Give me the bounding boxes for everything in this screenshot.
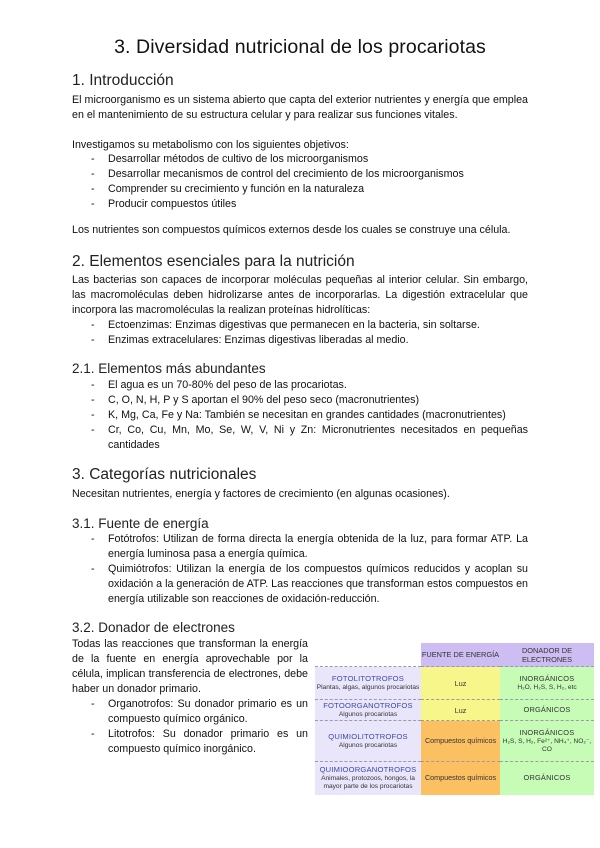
enzymes-list — [72, 318, 528, 348]
dash-bullet: - — [91, 533, 95, 545]
table-header-row — [315, 643, 594, 667]
organism-name: QUIMIOLITOTROFOS — [328, 732, 408, 741]
nutritional-categories-table — [315, 643, 594, 795]
heading-donador-electrones: 3.2. Donador de electrones — [72, 620, 235, 635]
donor-examples: H₂S, S, H₂, Fe²⁺, NH₄⁺, NO₂⁻, CO — [502, 737, 592, 753]
intro-paragraph: El microorganismo es un sistema abierto que capta del exterior nutrientes y energía que emplea en el mantenimiento de su estructura celular y para realizar sus funciones vitales. — [72, 94, 528, 121]
energy-source-cell: Compuestos químicos — [421, 762, 500, 795]
organism-cell — [315, 667, 421, 700]
heading-elementos-esenciales: 2. Elementos esenciales para la nutrición — [72, 253, 355, 270]
list-item: - Organotrofos: Su donador primario es un compuesto químico orgánico. — [91, 698, 308, 725]
electron-donor-cell — [500, 762, 594, 795]
donor-type: INORGÁNICOS — [519, 727, 575, 737]
list-item: - Desarrollar mecanismos de control del crecimiento de los microorganismos — [91, 168, 464, 180]
energy-source-cell: Compuestos químicos — [421, 721, 500, 762]
donor-type: ORGÁNICOS — [523, 773, 571, 783]
list-item: - Fotótrofos: Utilizan de forma directa la energía obtenida de la luz, para formar ATP. La energía luminosa pasa a energía química. — [91, 533, 528, 560]
list-item: - Cr, Co, Cu, Mn, Mo, Se, W, V, Ni y Zn: Micronutrientes necesitados en pequeñas cantidades — [91, 424, 528, 451]
header-fuente-energia: FUENTE DE ENERGÍA — [421, 643, 500, 667]
table-row — [315, 700, 594, 721]
list-item: - El agua es un 70-80% del peso de las procariotas. — [91, 379, 347, 391]
donor-type: INORGÁNICOS — [519, 673, 575, 683]
energy-source-cell: Luz — [421, 667, 500, 700]
electron-donor-cell — [500, 667, 594, 700]
dash-bullet: - — [91, 198, 95, 210]
energy-source-cell: Luz — [421, 700, 500, 721]
header-donador-electrones: DONADOR DE ELECTRONES — [500, 643, 594, 667]
dash-bullet: - — [91, 168, 95, 180]
organism-name: FOTOLITOTROFOS — [331, 674, 405, 683]
organism-cell — [315, 721, 421, 762]
organism-cell — [315, 762, 421, 795]
table-row — [315, 721, 594, 762]
organism-cell — [315, 700, 421, 721]
page-title: 3. Diversidad nutricional de los procariotas — [114, 36, 486, 58]
nutrients-definition: Los nutrientes son compuestos químicos externos desde los cuales se construye una célula. — [72, 224, 511, 236]
dash-bullet: - — [91, 379, 95, 391]
list-item: - Desarrollar métodos de cultivo de los microorganismos — [91, 153, 369, 165]
list-item: - Producir compuestos útiles — [91, 198, 237, 210]
heading-categorias-nutricionales: 3. Categorías nutricionales — [72, 466, 257, 483]
list-item: - Ectoenzimas: Enzimas digestivas que permanecen en la bacteria, sin soltarse. — [91, 319, 480, 331]
dash-bullet: - — [91, 563, 95, 575]
table-row — [315, 667, 594, 700]
electron-donor-cell — [500, 721, 594, 762]
list-item: - C, O, N, H, P y S aportan el 90% del peso seco (macronutrientes) — [91, 394, 420, 406]
dash-bullet: - — [91, 424, 95, 436]
list-item: - K, Mg, Ca, Fe y Na: También se necesitan en grandes cantidades (macronutrientes) — [91, 409, 506, 421]
dash-bullet: - — [91, 728, 95, 740]
donor-type: ORGÁNICOS — [523, 705, 571, 714]
donor-paragraph: Todas las reacciones que transforman la energía de la fuente en energía aprovechable por la célula, implican transferencia de electrones, debe haber un donador primario. — [72, 638, 308, 695]
list-item: - Litotrofos: Su donador primario es un compuesto químico inorgánico. — [91, 728, 308, 755]
electron-donor-cell — [500, 700, 594, 721]
heading-fuente-energia: 3.1. Fuente de energía — [72, 516, 209, 531]
list-item: - Enzimas extracelulares: Enzimas digestivas liberadas al medio. — [91, 334, 409, 346]
categories-paragraph: Necesitan nutrientes, energía y factores de crecimiento (en algunas ocasiones). — [72, 488, 450, 500]
abundant-elements-list — [72, 378, 528, 453]
elements-paragraph: Las bacterias son capaces de incorporar moléculas pequeñas al interior celular. Sin embargo, las macromoléculas deben hidrolizarse antes de incorporarlas. La digestión extracelular que incorpora las macromoléculas la realizan proteínas hidrolíticas: — [72, 274, 528, 316]
dash-bullet: - — [91, 183, 95, 195]
organism-examples: Plantas, algas, algunos procariotas — [316, 684, 420, 691]
list-item: - Comprender su crecimiento y función en la naturaleza — [91, 183, 365, 195]
dash-bullet: - — [91, 394, 95, 406]
dash-bullet: - — [91, 153, 95, 165]
dash-bullet: - — [91, 698, 95, 710]
objectives-lead: Investigamos su metabolismo con los siguientes objetivos: — [72, 139, 349, 151]
list-item: - Quimiótrofos: Utilizan la energía de los compuestos químicos reducidos y acoplan su oxidación a la generación de ATP. Las reacciones que transforman estos compuestos en energía utilizable son reacciones de oxidación-reducción. — [91, 563, 528, 605]
organism-examples: Algunos procariotas — [338, 711, 398, 718]
dash-bullet: - — [91, 334, 95, 346]
heading-introduccion: 1. Introducción — [72, 72, 174, 89]
heading-elementos-abundantes: 2.1. Elementos más abundantes — [72, 361, 266, 376]
header-blank — [315, 643, 421, 667]
donor-types-list — [72, 697, 308, 757]
organism-examples: Algunos procariotas — [338, 742, 398, 749]
organism-name: FOTOORGANOTROFOS — [323, 701, 413, 710]
energy-source-list — [72, 532, 528, 607]
dash-bullet: - — [91, 319, 95, 331]
organism-name: QUIMIOORGANOTROFOS — [319, 765, 417, 775]
objectives-list — [72, 152, 528, 212]
table-row — [315, 762, 594, 795]
dash-bullet: - — [91, 409, 95, 421]
donor-examples: H₂O, H₂S, S, H₂, etc — [517, 683, 577, 691]
organism-examples: Animales, protozoos, hongos, la mayor parte de los procariotas — [321, 775, 415, 791]
